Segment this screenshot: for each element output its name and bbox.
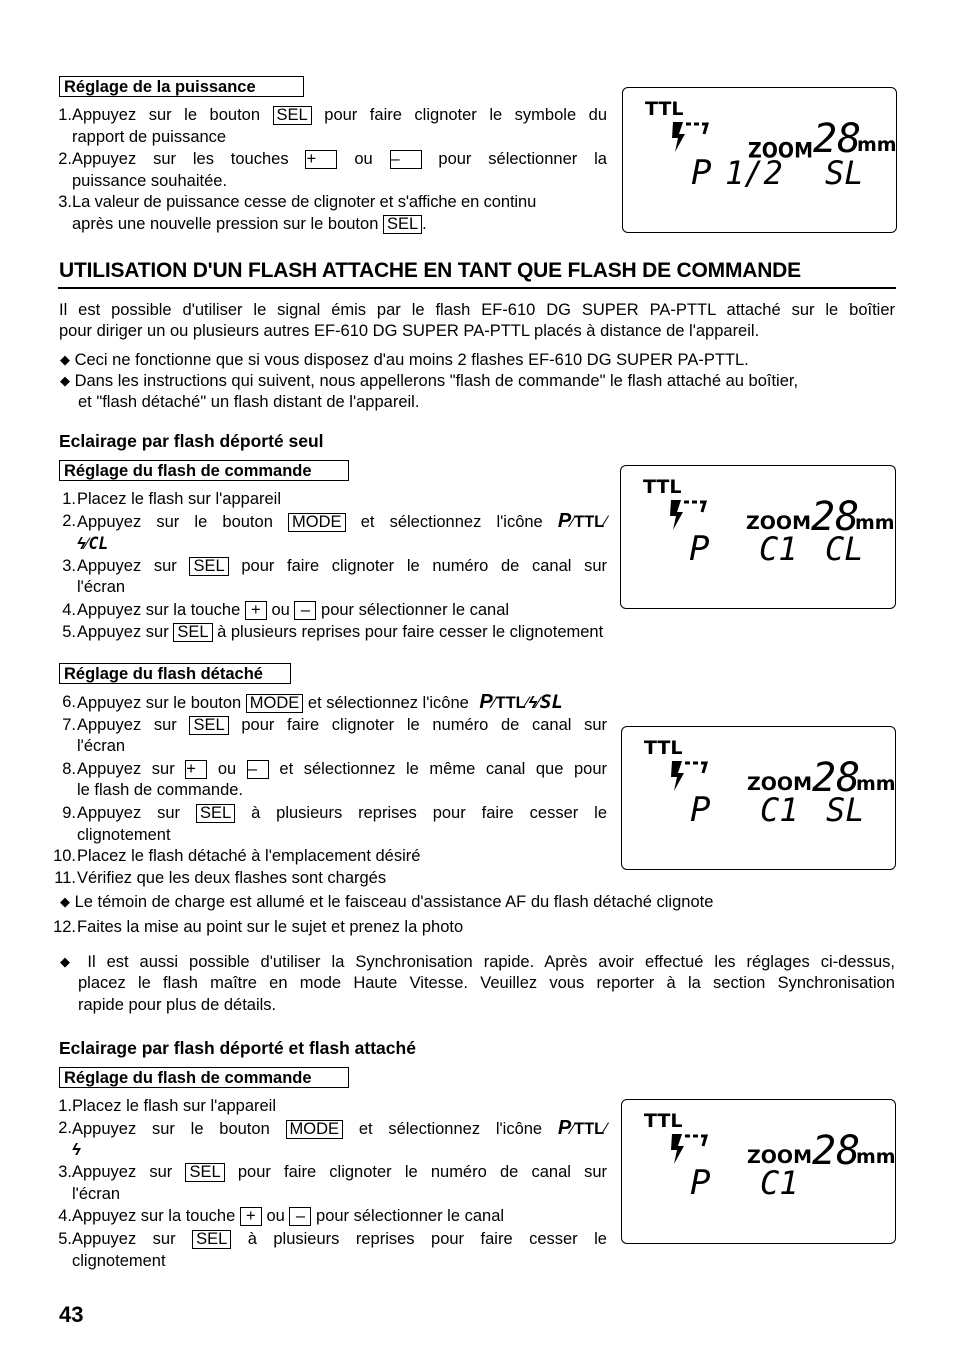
step-text <box>77 715 607 736</box>
step-text <box>77 600 509 621</box>
text: ou <box>354 150 373 168</box>
step-text: l'écran <box>77 737 126 755</box>
text: à plusieurs reprises pour faire cesser le clignotement <box>217 623 604 641</box>
bullet-icon: ◆ <box>60 373 70 388</box>
text: . <box>422 215 427 233</box>
sel-key: SEL <box>173 623 212 642</box>
text: pour faire clignoter le symbole du <box>324 106 607 124</box>
text: Appuyez sur <box>77 804 181 822</box>
step-number: 10. <box>53 847 76 865</box>
text: Ceci ne fonctionne que si vous disposez d'au moins 2 flashes EF-610 DG SUPER PA-PTTL. <box>74 351 749 369</box>
lcd-value: 1/2 <box>725 154 783 192</box>
step-number: 3. <box>62 557 76 575</box>
lcd-ttl: TTL <box>643 476 682 498</box>
text: Appuyez sur la touche <box>77 601 241 619</box>
separator: ∕ <box>604 1120 608 1138</box>
section-label-commande-2: Réglage du flash de commande <box>59 1067 349 1088</box>
lcd-mode: P <box>690 790 711 830</box>
section-label-commande: Réglage du flash de commande <box>59 460 349 481</box>
intro-text: pour diriger un ou plusieurs autres EF-610 DG SUPER PA-PTTL placés à distance de l'appareil. <box>59 322 760 340</box>
separator: ∕ <box>571 513 574 531</box>
step-number: 1. <box>58 106 72 124</box>
lcd-zoom-value: 28 <box>811 494 860 540</box>
lcd-extra: CL <box>825 530 864 568</box>
text: Dans les instructions qui suivent, nous appellerons "flash de commande" le flash attaché au boîtier, <box>74 372 799 390</box>
text: Appuyez sur les touches <box>72 150 289 168</box>
separator: ∕ <box>604 513 608 531</box>
sl-icon: SL <box>540 691 563 713</box>
step-number: 6. <box>62 693 76 711</box>
bullet-item <box>60 371 896 392</box>
step-text: Vérifiez que les deux flashes sont chargés <box>77 869 387 887</box>
lcd-mm: mm <box>856 1146 895 1168</box>
bullet-item <box>60 952 895 973</box>
text: ou <box>271 601 290 619</box>
step-text <box>72 1229 607 1250</box>
lcd-zoom-label: ZOOM <box>747 773 812 795</box>
lcd-extra: SL <box>826 791 865 829</box>
separator: ∕ <box>571 1120 574 1138</box>
text: pour sélectionner le canal <box>316 1207 505 1225</box>
step-text: l'écran <box>77 578 126 596</box>
page-title: UTILISATION D'UN FLASH ATTACHE EN TANT QUE FLASH DE COMMANDE <box>59 259 801 282</box>
step-number: 5. <box>58 1230 72 1248</box>
text: et sélectionnez le même canal que pour <box>279 760 607 778</box>
minus-key: – <box>390 150 422 169</box>
text: Appuyez sur le bouton <box>72 106 261 124</box>
lcd-mm: mm <box>856 773 895 795</box>
intro-text: Il est possible d'utiliser le signal émis par le flash EF-610 DG SUPER PA-PTTL attaché sur le boîtier <box>59 301 895 319</box>
text: Il est aussi possible d'utiliser la Synchronisation rapide. Après avoir effectué les réglages ci-dessus, <box>87 953 895 971</box>
lcd-graphic <box>621 466 895 608</box>
lcd-zoom-value: 28 <box>813 116 862 162</box>
step-text <box>72 1118 607 1139</box>
ttl-icon: TTL <box>574 1120 605 1138</box>
sel-key: SEL <box>189 716 228 735</box>
lcd-display-power <box>622 87 897 233</box>
step-text <box>77 692 563 713</box>
section-label-power: Réglage de la puissance <box>59 76 304 97</box>
step-number: 9. <box>62 804 76 822</box>
step-text: clignotement <box>72 1252 166 1270</box>
flash-icon: ϟ <box>77 535 86 553</box>
step-number: 3. <box>58 1163 72 1181</box>
step-number: 12. <box>53 918 76 936</box>
text: pour faire clignoter le numéro de canal sur <box>237 1163 607 1181</box>
text: à plusieurs reprises pour faire cesser le <box>251 804 607 822</box>
step-text: l'écran <box>72 1185 121 1203</box>
text: Le témoin de charge est allumé et le faisceau d'assistance AF du flash détaché clignote <box>74 893 714 911</box>
text: Appuyez sur le bouton <box>77 513 273 531</box>
separator: ∕ <box>85 535 89 553</box>
p-icon: P <box>479 691 493 713</box>
step-text <box>77 556 607 577</box>
bullet-continuation: placez le flash maître en mode Haute Vitesse. Veuillez vous reporter à la section Synchronisation <box>78 974 895 992</box>
flash-icon <box>672 122 707 152</box>
step-text <box>72 1162 607 1183</box>
text: et sélectionnez l'icône <box>358 1120 543 1138</box>
lcd-display-commande-2 <box>621 1099 896 1244</box>
lcd-zoom-label: ZOOM <box>748 137 813 163</box>
text: pour sélectionner la <box>438 150 607 168</box>
flash-icon: ϟ <box>72 1141 81 1159</box>
step-number: 1. <box>62 490 76 508</box>
step-number: 7. <box>62 716 76 734</box>
mode-icons <box>557 510 608 532</box>
bullet-item <box>60 892 713 913</box>
text: Appuyez sur le bouton <box>77 694 242 712</box>
text: et sélectionnez l'icône <box>360 513 543 531</box>
text: pour faire clignoter le numéro de canal sur <box>241 557 607 575</box>
p-icon: P <box>557 510 572 532</box>
minus-key: – <box>247 760 269 779</box>
separator: ∕ <box>492 694 496 712</box>
lcd-ttl: TTL <box>644 737 683 759</box>
text: Appuyez sur <box>77 760 175 778</box>
step-text <box>72 105 607 126</box>
minus-key: – <box>289 1207 311 1226</box>
lcd-ttl: TTL <box>644 1110 683 1132</box>
step-number: 8. <box>62 760 76 778</box>
lcd-zoom-label: ZOOM <box>746 512 811 534</box>
step-text <box>77 622 603 643</box>
sel-key: SEL <box>383 215 422 234</box>
plus-key: + <box>185 760 207 779</box>
step-text <box>72 1206 504 1227</box>
step-text: Placez le flash sur l'appareil <box>77 490 282 508</box>
step-number: 1. <box>58 1097 72 1115</box>
plus-key: + <box>245 601 267 620</box>
cl-icon: CL <box>88 534 109 553</box>
separator: ∕ <box>537 694 541 712</box>
step-text: Placez le flash détaché à l'emplacement désiré <box>77 847 421 865</box>
sel-key: SEL <box>273 106 312 125</box>
lcd-display-detache <box>621 726 896 870</box>
mode-icons <box>557 1117 608 1139</box>
text: Appuyez sur <box>77 623 169 641</box>
step-number: 11. <box>54 869 76 887</box>
ttl-icon: TTL <box>574 513 605 531</box>
text: Appuyez sur <box>77 557 177 575</box>
step-text: le flash de commande. <box>77 781 244 799</box>
step-text <box>77 533 108 554</box>
flash-icon <box>671 1134 706 1164</box>
section-label-detache: Réglage du flash détaché <box>59 663 291 684</box>
text: et sélectionnez l'icône <box>307 694 469 712</box>
flash-icon: ϟ <box>528 694 538 712</box>
step-text <box>77 803 607 824</box>
sel-key: SEL <box>196 804 235 823</box>
step-text <box>72 214 427 235</box>
step-text: Placez le flash sur l'appareil <box>72 1097 277 1115</box>
lcd-mm: mm <box>857 134 896 156</box>
flash-icon <box>671 761 706 791</box>
lcd-zoom-value: 28 <box>812 755 861 801</box>
step-number: 2. <box>58 150 72 168</box>
lcd-display-commande <box>620 465 896 609</box>
mode-key: MODE <box>288 513 346 532</box>
step-text: clignotement <box>77 826 171 844</box>
minus-key: – <box>294 601 316 620</box>
bullet-icon: ◆ <box>60 894 70 909</box>
lcd-zoom-label: ZOOM <box>747 1146 812 1168</box>
step-number: 3. <box>58 193 72 211</box>
sel-key: SEL <box>185 1163 224 1182</box>
lcd-ttl: TTL <box>645 98 684 120</box>
sel-key: SEL <box>192 1230 231 1249</box>
lcd-channel: C1 <box>760 1164 799 1202</box>
text: Appuyez sur <box>72 1230 176 1248</box>
text: à plusieurs reprises pour faire cesser le <box>247 1230 607 1248</box>
step-text: puissance souhaitée. <box>72 172 228 190</box>
plus-key: + <box>240 1207 262 1226</box>
step-text <box>72 149 607 170</box>
separator: ∕ <box>525 694 529 712</box>
plus-key: + <box>305 150 337 169</box>
lcd-mm: mm <box>855 512 895 534</box>
text: pour sélectionner le canal <box>321 601 510 619</box>
subheading: Eclairage par flash déporté et flash attaché <box>59 1038 416 1058</box>
step-text: rapport de puissance <box>72 128 227 146</box>
bullet-icon: ◆ <box>60 954 77 969</box>
subheading: Eclairage par flash déporté seul <box>59 431 324 451</box>
text: Appuyez sur le bouton <box>72 1120 270 1138</box>
sel-key: SEL <box>189 557 228 576</box>
lcd-channel: C1 <box>759 530 798 568</box>
lcd-extra: SL <box>825 154 864 192</box>
text: Appuyez sur la touche <box>72 1207 236 1225</box>
title-divider <box>58 287 896 289</box>
lcd-graphic <box>623 88 896 232</box>
step-number: 4. <box>62 601 76 619</box>
lcd-graphic <box>622 1100 895 1243</box>
bullet-continuation: et "flash détaché" un flash distant de l'appareil. <box>78 393 420 411</box>
step-text <box>77 511 607 532</box>
lcd-zoom-value: 28 <box>812 1128 861 1174</box>
text: Appuyez sur <box>72 1163 173 1181</box>
step-text: Faites la mise au point sur le sujet et prenez la photo <box>77 918 464 936</box>
step-number: 2. <box>62 512 76 530</box>
flash-icon <box>670 500 705 530</box>
lcd-mode: P <box>691 153 712 193</box>
mode-key: MODE <box>246 694 304 713</box>
step-number: 4. <box>58 1207 72 1225</box>
text: ou <box>266 1207 285 1225</box>
text: après une nouvelle pression sur le bouton <box>72 215 379 233</box>
step-number: 2. <box>58 1119 72 1137</box>
page-number: 43 <box>59 1302 84 1327</box>
lcd-mode: P <box>689 529 710 569</box>
bullet-continuation: rapide pour plus de détails. <box>78 996 277 1014</box>
step-text <box>77 759 607 780</box>
lcd-graphic <box>622 727 895 869</box>
bullet-icon: ◆ <box>60 352 70 367</box>
mode-key: MODE <box>286 1120 344 1139</box>
text: ou <box>217 760 237 778</box>
lcd-mode: P <box>690 1163 711 1203</box>
ttl-icon: TTL <box>495 694 526 712</box>
step-number: 5. <box>62 623 76 641</box>
text: Appuyez sur <box>77 716 177 734</box>
lcd-channel: C1 <box>760 791 799 829</box>
step-text <box>72 1140 81 1161</box>
p-icon: P <box>557 1117 572 1139</box>
bullet-item <box>60 350 749 371</box>
step-text: La valeur de puissance cesse de clignoter et s'affiche en continu <box>72 193 537 211</box>
text: pour faire clignoter le numéro de canal sur <box>241 716 607 734</box>
